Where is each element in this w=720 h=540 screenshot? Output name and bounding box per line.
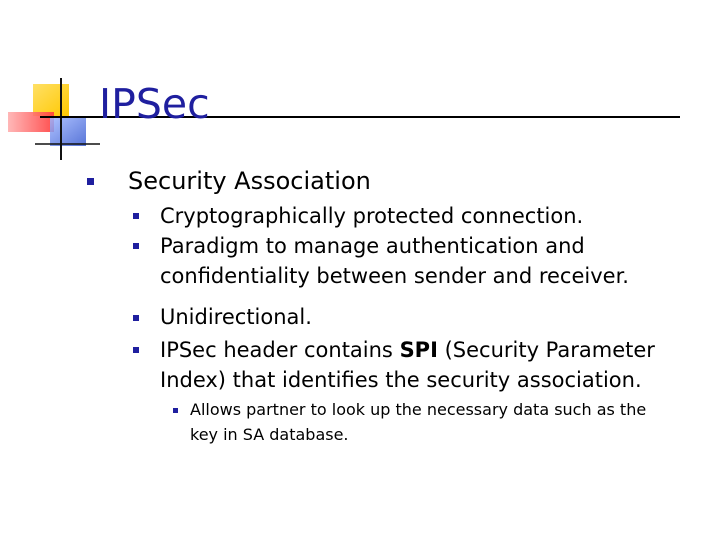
level2-item (160, 302, 700, 332)
level2-bullet-icon (133, 347, 139, 353)
level2-item (160, 201, 700, 231)
slide-title: IPSec (99, 80, 210, 128)
level2-item-text: Unidirectional. (160, 305, 312, 329)
slide-logo-icon (0, 0, 100, 170)
level2-item-line: Index) that identifies the security association. (160, 368, 642, 392)
level1-item: Security Association (128, 167, 371, 195)
level2-item-line: Paradigm to manage authentication and (160, 234, 585, 258)
level3-item-line: key in SA database. (190, 425, 349, 444)
level2-bullet-icon (133, 315, 139, 321)
level2-text-post: (Security Parameter (437, 338, 655, 362)
level2-bullet-icon (133, 213, 139, 219)
level2-text-pre: IPSec header contains (160, 338, 400, 362)
level2-item (160, 335, 700, 395)
level1-bullet-icon (87, 178, 94, 185)
level2-item-line (160, 335, 700, 365)
spi-term: SPI (399, 338, 438, 362)
level3-item (190, 397, 710, 447)
level3-item-line: Allows partner to look up the necessary data such as the (190, 400, 647, 419)
level2-bullet-icon (133, 243, 139, 249)
level2-item (160, 231, 700, 291)
level3-bullet-icon (173, 408, 178, 413)
level2-item-text: Cryptographically protected connection. (160, 204, 584, 228)
level2-item-line: confidentiality between sender and receiver. (160, 264, 629, 288)
